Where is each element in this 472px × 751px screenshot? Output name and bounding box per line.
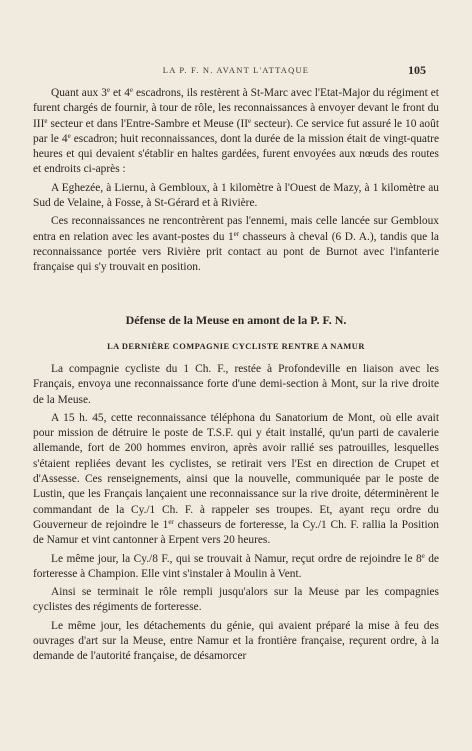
intro-text (33, 86, 439, 279)
paragraph-role: Ainsi se terminait le rôle rempli jusqu'alors sur la Meuse par les compagnies cyclistes des régiments de forteresse. (33, 586, 439, 614)
paragraph-sanatorium: A 15 h. 45, cette reconnaissance téléphona du Sanatorium de Mont, où elle avait pour mission de détruire le poste de T.S.F. qui y était installé, qu'un parti de cavalerie allemande, fort de 200 hommes environ, après avoir rallié ses patrouilles, lesquelles s'étaient repliées devant les cyclistes, se retirait vers l'Est en direction de Crupet et d'Assesse. Ces renseignements, ainsi que la nouvelle, communiquée par le poste de Lustin, que les Français lançaient une reconnaissance sur la rive droite, déterminèrent le commandant de la Cy./1 Ch. F. à rappeler ses troupes. Et, ayant reçu ordre du Gouverneur de rejoindre le 1er chasseurs de forteresse, la Cy./1 Ch. F. rallia la Position de Namur et vint cantonner à Erpent vers 20 heures. (33, 411, 439, 547)
section-subheading: LA DERNIÈRE COMPAGNIE CYCLISTE RENTRE A NAMUR (107, 342, 365, 351)
running-header (0, 63, 472, 77)
page-number: 105 (408, 63, 426, 77)
section-text (33, 362, 439, 668)
paragraph-champion: Le même jour, la Cy./8 F., qui se trouvait à Namur, reçut ordre de rejoindre le 8e de forteresse à Champion. Elle vint s'instaler à Moulin à Vent. (33, 551, 439, 580)
running-title: LA P. F. N. AVANT L'ATTAQUE (162, 65, 310, 75)
paragraph-locations: A Eghezée, à Liernu, à Gembloux, à 1 kilomètre à l'Ouest de Mazy, à 1 kilomètre au Sud de Velaine, à Fosse, à St-Gérard et à Rivière. (33, 181, 439, 210)
paragraph-genie: Le même jour, les détachements du génie, qui avaient préparé la mise à feu des ouvrages d'art sur la Meuse, entre Namur et la frontière française, reçurent ordre, à la demande de l'autorité française, de désamorcer (33, 619, 439, 663)
section-heading: Défense de la Meuse en amont de la P. F. N. (125, 313, 347, 327)
paragraph-compagnie-cycliste: La compagnie cycliste du 1 Ch. F., restée à Profondeville en liaison avec les Français, envoya une reconnaissance forte d'une demi-section à Mont, sur la rive droite de la Meuse. (33, 363, 439, 406)
paragraph-escadrons: Quant aux 3e et 4e escadrons, ils restèrent à St-Marc avec l'Etat-Major du régiment et furent chargés de fournir, à tour de rôle, les reconnaissances à envoyer devant le front du IIIe secteur et dans l'Entre-Sambre et Meuse (IIe secteur). Ce service fut assuré le 10 août par le 4e escadron; huit reconnaissances, dont la durée de la mission était de vingt-quatre heures et qui devaient s'établir en haltes gardées, furent envoyées aux nœuds des routes et endroits ci-après : (33, 86, 440, 176)
paragraph-reconnaissances: Ces reconnaissances ne rencontrèrent pas l'ennemi, mais celle lancée sur Gembloux entra en relation avec les avant-postes du 1er chasseurs à cheval (6 D. A.), tandis que la reconnaissance portée vers Rivière prit contact au pont de Burnot avec l'infanterie française qui s'y trouvait en position. (33, 215, 439, 274)
